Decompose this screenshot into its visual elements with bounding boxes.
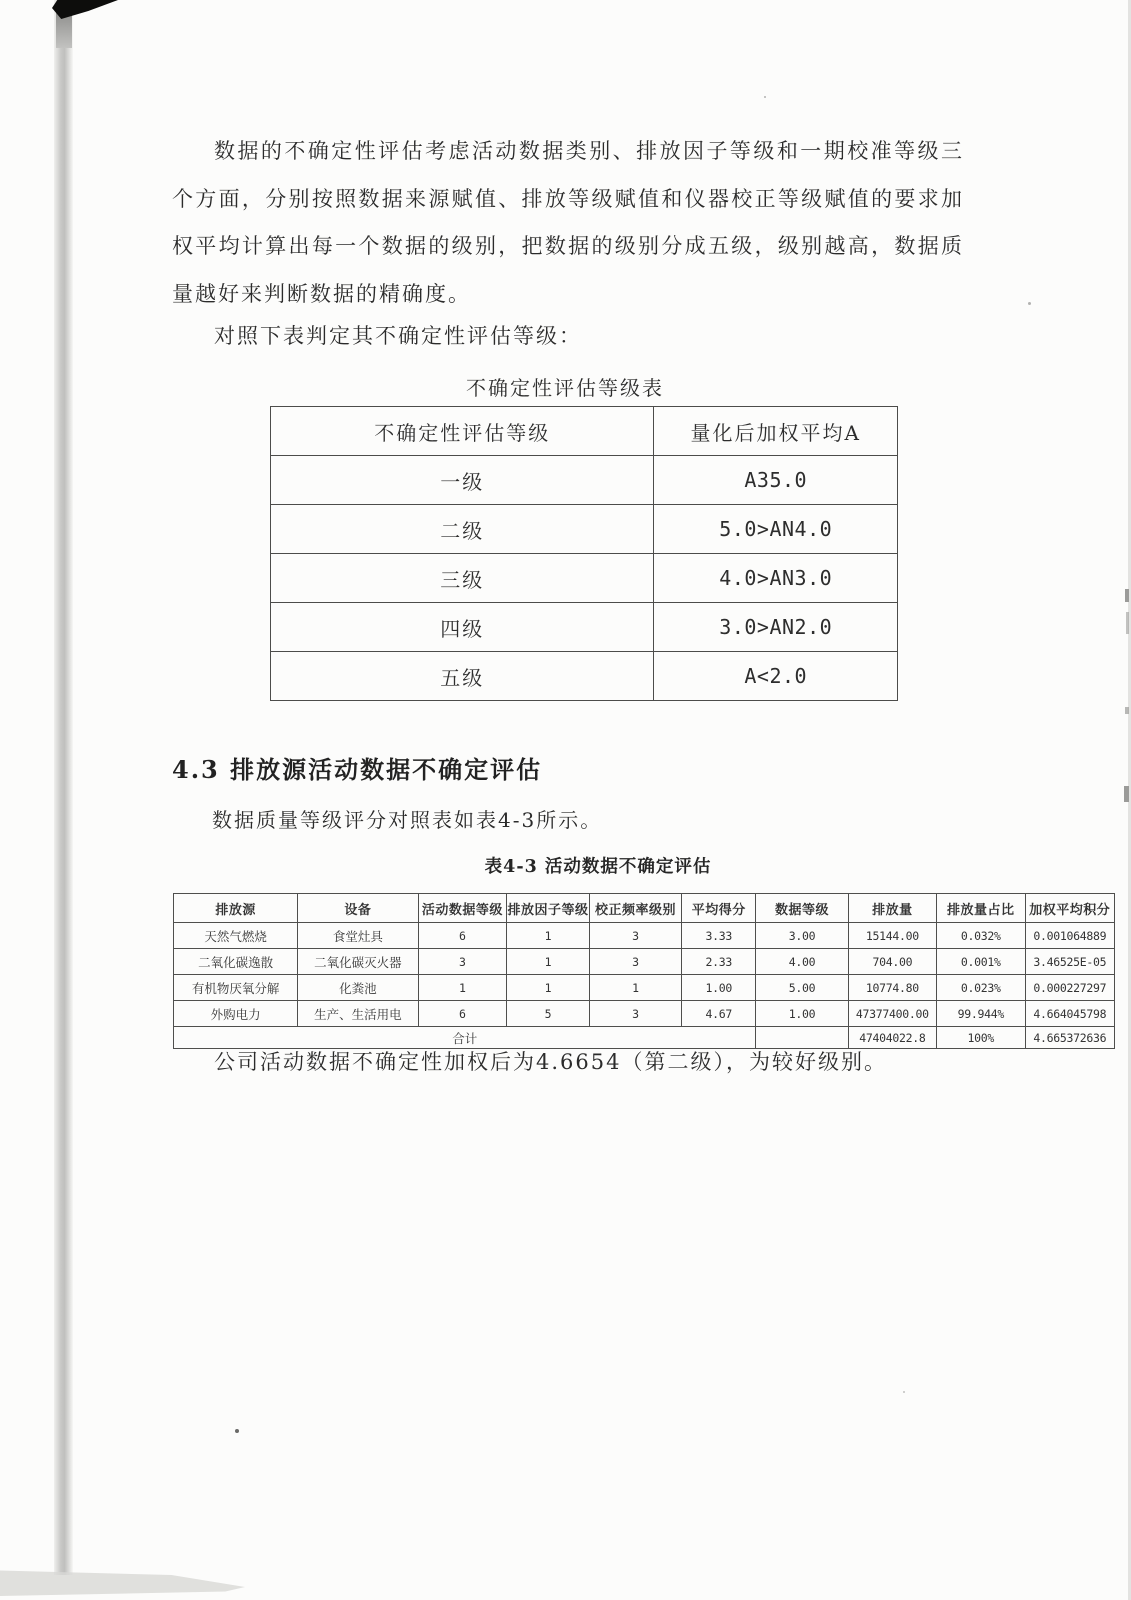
grade-column-header: 不确定性评估等级 — [271, 407, 654, 456]
cell-value: 1 — [418, 975, 506, 1001]
col-header-weighted-score: 加权平均积分 — [1025, 894, 1114, 923]
cell-value: 10774.80 — [848, 975, 936, 1001]
scan-speck — [235, 1429, 239, 1433]
scan-spine-shadow — [54, 0, 73, 1575]
grade-cell: 二级 — [271, 505, 654, 554]
cell-value: 2.33 — [682, 949, 756, 975]
cell-value: 3 — [589, 1001, 681, 1027]
scan-speck — [1028, 302, 1031, 305]
grade-table-row — [271, 603, 898, 652]
value-cell: A<2.0 — [654, 652, 898, 701]
uncertainty-grade-table — [270, 406, 898, 701]
value-cell: 3.0>AN2.0 — [654, 603, 898, 652]
value-cell: 5.0>AN4.0 — [654, 505, 898, 554]
cell-value: 1.00 — [682, 975, 756, 1001]
scan-bottom-shadow — [0, 1566, 245, 1596]
cell-value: 6 — [418, 923, 506, 949]
grade-cell: 五级 — [271, 652, 654, 701]
cell-equipment: 食堂灶具 — [298, 923, 418, 949]
cell-value: 0.000227297 — [1025, 975, 1114, 1001]
cell-value: 4.67 — [682, 1001, 756, 1027]
cell-value: 704.00 — [848, 949, 936, 975]
total-emission-cell: 47404022.8 — [848, 1027, 936, 1049]
closing-statement: 公司活动数据不确定性加权后为4.6654（第二级），为较好级别。 — [214, 1050, 887, 1074]
cell-value: 3 — [418, 949, 506, 975]
grade-cell: 三级 — [271, 554, 654, 603]
scan-edge-mark — [1126, 612, 1129, 634]
col-header-equipment: 设备 — [298, 894, 418, 923]
scan-edge-mark — [1125, 589, 1129, 602]
col-header-emission-factor-grade: 排放因子等级 — [507, 894, 590, 923]
col-header-activity-data-grade: 活动数据等级 — [418, 894, 506, 923]
section-heading-4-3: 4.3 排放源活动数据不确定评估 — [172, 755, 543, 784]
total-label-cell: 合计 — [174, 1027, 756, 1049]
scan-speck — [764, 96, 766, 98]
cell-source: 二氧化碳逸散 — [174, 949, 298, 975]
grade-table-row — [271, 652, 898, 701]
scan-corner-mark — [52, 0, 118, 20]
cell-equipment: 二氧化碳灭火器 — [298, 949, 418, 975]
paragraph-table-reference: 对照下表判定其不确定性评估等级： — [214, 324, 582, 348]
cell-value: 47377400.00 — [848, 1001, 936, 1027]
activity-table-row — [174, 949, 1115, 975]
cell-value: 99.944% — [937, 1001, 1025, 1027]
cell-value: 3 — [589, 949, 681, 975]
cell-value: 0.001% — [937, 949, 1025, 975]
table-4-3-caption: 表4-3 活动数据不确定评估 — [484, 857, 712, 877]
col-header-emission-amount: 排放量 — [848, 894, 936, 923]
value-column-header: 量化后加权平均A — [654, 407, 898, 456]
cell-value: 4.664045798 — [1025, 1001, 1114, 1027]
activity-table-row — [174, 923, 1115, 949]
col-header-data-grade: 数据等级 — [756, 894, 848, 923]
cell-value: 15144.00 — [848, 923, 936, 949]
cell-value: 0.001064889 — [1025, 923, 1114, 949]
grade-table-row — [271, 456, 898, 505]
cell-value: 1.00 — [756, 1001, 848, 1027]
cell-value: 0.032% — [937, 923, 1025, 949]
cell-equipment: 化粪池 — [298, 975, 418, 1001]
cell-value: 1 — [507, 975, 590, 1001]
cell-source: 有机物厌氧分解 — [174, 975, 298, 1001]
paragraph-table43-reference: 数据质量等级评分对照表如表4-3所示。 — [212, 808, 603, 832]
cell-value: 5.00 — [756, 975, 848, 1001]
col-header-average-score: 平均得分 — [682, 894, 756, 923]
activity-table-header-row — [174, 894, 1115, 923]
activity-table-row — [174, 975, 1115, 1001]
col-header-calibration-frequency: 校正频率级别 — [589, 894, 681, 923]
grade-table-title: 不确定性评估等级表 — [466, 376, 664, 400]
grade-table-row — [271, 554, 898, 603]
cell-source: 外购电力 — [174, 1001, 298, 1027]
col-header-emission-share: 排放量占比 — [937, 894, 1025, 923]
cell-equipment: 生产、生活用电 — [298, 1001, 418, 1027]
grade-table-row — [271, 505, 898, 554]
cell-value: 1 — [507, 949, 590, 975]
total-weighted-cell: 4.665372636 — [1025, 1027, 1114, 1049]
cell-source: 天然气燃烧 — [174, 923, 298, 949]
cell-value: 3.00 — [756, 923, 848, 949]
grade-table-header-row — [271, 407, 898, 456]
scan-speck — [903, 1391, 905, 1393]
cell-value: 1 — [589, 975, 681, 1001]
activity-table-row — [174, 1001, 1115, 1027]
cell-value: 4.00 — [756, 949, 848, 975]
cell-value: 6 — [418, 1001, 506, 1027]
col-header-emission-source: 排放源 — [174, 894, 298, 923]
cell-value: 3 — [589, 923, 681, 949]
cell-value: 3.33 — [682, 923, 756, 949]
cell-value: 1 — [507, 923, 590, 949]
grade-cell: 一级 — [271, 456, 654, 505]
cell-value: 0.023% — [937, 975, 1025, 1001]
grade-cell: 四级 — [271, 603, 654, 652]
value-cell: A35.0 — [654, 456, 898, 505]
value-cell: 4.0>AN3.0 — [654, 554, 898, 603]
scan-edge-mark — [1125, 707, 1129, 714]
activity-data-table — [173, 893, 1115, 1049]
total-share-cell: 100% — [937, 1027, 1025, 1049]
scan-edge-mark — [1124, 786, 1129, 802]
cell-value: 5 — [507, 1001, 590, 1027]
paragraph-uncertainty-intro: 数据的不确定性评估考虑活动数据类别、排放因子等级和一期校准等级三个方面，分别按照数据来源赋值、排放等级赋值和仪器校正等级赋值的要求加权平均计算出每一个数据的级别，把数据的级别分成五级，级别越高，数据质量越好来判断数据的精确度。 — [172, 139, 964, 306]
cell-value: 3.46525E-05 — [1025, 949, 1114, 975]
